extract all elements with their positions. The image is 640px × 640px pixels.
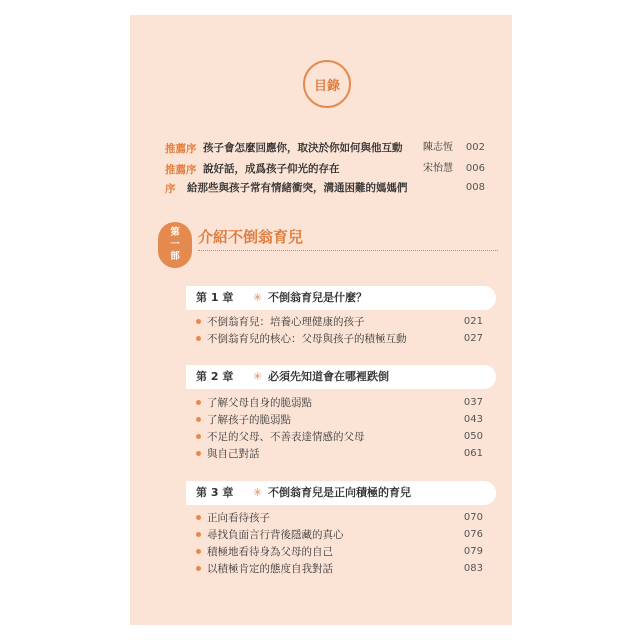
preface-page: 006	[465, 163, 485, 174]
toc-title: 目錄	[313, 78, 340, 94]
star-icon: ✳	[253, 370, 263, 383]
chapter-heading[interactable]	[186, 286, 496, 310]
toc-item-page: 021	[463, 316, 483, 327]
preface-entry[interactable]	[165, 180, 495, 196]
toc-item[interactable]	[196, 446, 486, 462]
part-badge	[158, 222, 192, 268]
chapter-heading[interactable]	[186, 481, 496, 505]
toc-item-page: 079	[463, 546, 483, 557]
toc-item-label: 以積極肯定的態度自我對話	[207, 563, 333, 575]
toc-item-page: 070	[463, 512, 483, 523]
toc-item[interactable]	[196, 527, 486, 543]
star-icon: ✳	[253, 291, 263, 304]
preface-author: 宋怡慧	[423, 163, 453, 174]
bullet-icon	[196, 566, 201, 571]
toc-item-label: 正向看待孩子	[207, 512, 270, 524]
part-badge-char: 第	[170, 227, 180, 238]
toc-item-label: 不倒翁育兒的核心：父母與孩子的積極互動	[207, 333, 407, 345]
chapter-title: 不倒翁育兒是正向積極的育兒	[268, 486, 411, 499]
part-title: 介紹不倒翁育兒	[198, 228, 304, 246]
toc-item[interactable]	[196, 412, 486, 428]
bullet-icon	[196, 549, 201, 554]
preface-title: 孩子會怎麼回應你，取決於你如何與他互動	[203, 142, 403, 154]
toc-item[interactable]	[196, 561, 486, 577]
toc-item-label: 與自己對話	[207, 448, 260, 460]
preface-title: 說好話，成爲孩子仰光的存在	[203, 163, 340, 175]
preface-tag: 序	[165, 183, 176, 195]
part-badge-char: 部	[170, 251, 180, 262]
preface-author: 陳志恆	[423, 142, 453, 153]
preface-page: 008	[465, 182, 485, 193]
bullet-icon	[196, 336, 201, 341]
toc-item-label: 積極地看待身為父母的自己	[207, 546, 333, 558]
toc-item[interactable]	[196, 510, 486, 526]
preface-tag: 推薦序	[165, 143, 197, 155]
chapter-number: 第 3 章	[196, 486, 234, 499]
preface-entry[interactable]	[165, 161, 495, 177]
toc-item-page: 050	[463, 431, 483, 442]
toc-item-label: 尋找負面言行背後隱藏的真心	[207, 529, 344, 541]
bullet-icon	[196, 400, 201, 405]
toc-item-page: 027	[463, 333, 483, 344]
toc-item-page: 083	[463, 563, 483, 574]
bullet-icon	[196, 515, 201, 520]
toc-title-badge	[303, 60, 351, 108]
toc-item[interactable]	[196, 395, 486, 411]
toc-item[interactable]	[196, 429, 486, 445]
star-icon: ✳	[253, 486, 263, 499]
toc-item-label: 不足的父母、不善表達情感的父母	[207, 431, 365, 443]
toc-item-page: 043	[463, 414, 483, 425]
toc-item-label: 不倒翁育兒：培養心理健康的孩子	[207, 316, 365, 328]
toc-item[interactable]	[196, 544, 486, 560]
toc-item-page: 037	[463, 397, 483, 408]
chapter-title: 必須先知道會在哪裡跌倒	[268, 370, 389, 383]
toc-item-page: 076	[463, 529, 483, 540]
bullet-icon	[196, 532, 201, 537]
toc-item-page: 061	[463, 448, 483, 459]
bullet-icon	[196, 319, 201, 324]
bullet-icon	[196, 434, 201, 439]
preface-title: 給那些與孩子常有情緒衝突，溝通困難的媽媽們	[187, 182, 408, 194]
toc-item-label: 了解孩子的脆弱點	[207, 414, 291, 426]
preface-page: 002	[465, 142, 485, 153]
part-badge-char: 一	[170, 239, 180, 250]
toc-item[interactable]	[196, 314, 486, 330]
bullet-icon	[196, 417, 201, 422]
chapter-heading[interactable]	[186, 365, 496, 389]
part-divider	[198, 250, 498, 251]
bullet-icon	[196, 451, 201, 456]
toc-item-label: 了解父母自身的脆弱點	[207, 397, 312, 409]
chapter-number: 第 2 章	[196, 370, 234, 383]
toc-item[interactable]	[196, 331, 486, 347]
preface-tag: 推薦序	[165, 164, 197, 176]
preface-entry[interactable]	[165, 140, 495, 156]
chapter-title: 不倒翁育兒是什麼？	[268, 291, 367, 304]
chapter-number: 第 1 章	[196, 291, 234, 304]
